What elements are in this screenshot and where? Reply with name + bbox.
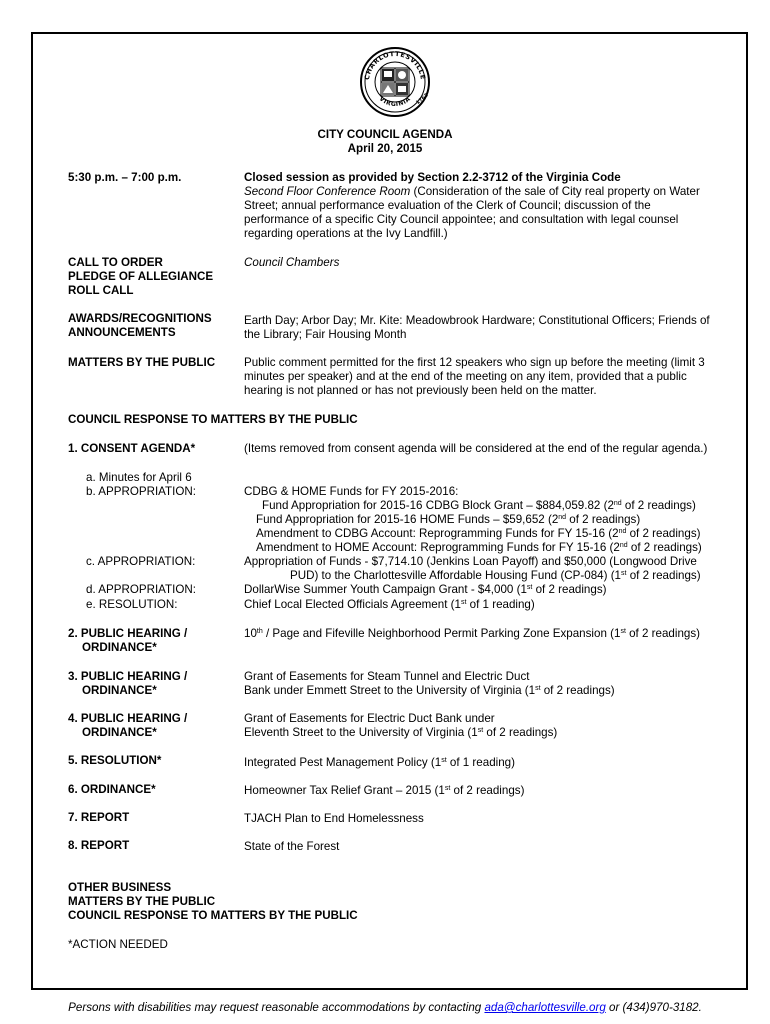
closing-matters-public: MATTERS BY THE PUBLIC [68, 895, 216, 908]
consent-item-e-text: Chief Local Elected Officials Agreement (1st of 1 reading) [244, 598, 535, 611]
consent-item-d: d. APPROPRIATION: [86, 583, 196, 596]
consent-b-sub-4: Amendment to HOME Account: Reprogramming Funds for FY 15-16 (2nd of 2 readings) [256, 541, 702, 554]
closed-session-block [244, 171, 734, 241]
awards-text-2: the Library; Fair Housing Month [244, 328, 407, 341]
closed-session-heading: Closed session as provided by Section 2.2-3712 of the Virginia Code [244, 171, 621, 184]
pledge-of-allegiance: PLEDGE OF ALLEGIANCE [68, 270, 214, 283]
consent-item-b: b. APPROPRIATION: [86, 485, 196, 498]
matters-public-label: MATTERS BY THE PUBLIC [68, 356, 216, 369]
council-response-heading: COUNCIL RESPONSE TO MATTERS BY THE PUBLIC [68, 413, 358, 426]
matters-public-text-1: Public comment permitted for the first 12 speakers who sign up before the meeting (limit 3 [244, 356, 705, 369]
consent-c-text-1: Appropriation of Funds - $7,714.10 (Jenkins Loan Payoff) and $50,000 (Longwood Drive [244, 555, 697, 568]
consent-c-text-2: PUD) to the Charlottesville Affordable Housing Fund (CP-084) (1st of 2 readings) [290, 569, 701, 582]
awards-label-2: ANNOUNCEMENTS [68, 326, 176, 339]
item-8-label: 8. REPORT [68, 839, 130, 852]
matters-public-text-2: minutes per speaker) and at the end of the meeting on any item, provided that a public [244, 370, 687, 383]
city-seal-icon [359, 46, 431, 118]
item-3-text: Grant of Easements for Steam Tunnel and Electric Duct Bank under Emmett Street to the University of Virginia (1st of 2 readings) [244, 670, 615, 697]
call-to-order: CALL TO ORDER [68, 256, 163, 269]
closed-session-desc-3: performance of a specific City Council appointee; and consultation with legal counsel [244, 213, 679, 226]
agenda-title-text: CITY COUNCIL AGENDA [317, 128, 453, 141]
closed-session-desc-1: (Consideration of the sale of City real property on Water [410, 185, 700, 198]
item-8-text: State of the Forest [244, 840, 340, 853]
consent-item-e: e. RESOLUTION: [86, 598, 178, 611]
closing-block [68, 881, 358, 923]
item-4-text: Grant of Easements for Electric Duct Bank under Eleventh Street to the University of Virginia (1st of 2 readings) [244, 712, 558, 739]
seal-bottom-text: VIRGINIA [377, 95, 413, 109]
item-6-label: 6. ORDINANCE* [68, 783, 156, 796]
item-5-label: 5. RESOLUTION* [68, 754, 162, 767]
item-7-text: TJACH Plan to End Homelessness [244, 812, 424, 825]
opening-block [68, 256, 213, 298]
item-5-text: Integrated Pest Management Policy (1st of 1 reading) [244, 756, 515, 769]
consent-agenda-label: 1. CONSENT AGENDA* [68, 442, 196, 455]
consent-b-heading: CDBG & HOME Funds for FY 2015-2016: [244, 485, 459, 498]
consent-agenda-note: (Items removed from consent agenda will be considered at the end of the regular agenda.) [244, 442, 708, 455]
footer-text-post: or (434)970-3182. [605, 1001, 702, 1014]
item-2-text: 10th / Page and Fifeville Neighborhood Permit Parking Zone Expansion (1st of 2 readings) [244, 627, 701, 640]
awards-label [68, 312, 212, 340]
agenda-title [0, 128, 770, 156]
council-chambers: Council Chambers [244, 256, 340, 269]
item-6-text: Homeowner Tax Relief Grant – 2015 (1st of 2 readings) [244, 784, 525, 797]
consent-item-b-text [244, 485, 702, 555]
consent-b-sub-3: Amendment to CDBG Account: Reprogramming Funds for FY 15-16 (2nd of 2 readings) [256, 527, 701, 540]
agenda-date: April 20, 2015 [347, 142, 423, 155]
footer-note [0, 1001, 770, 1015]
closed-session-location: Second Floor Conference Room [244, 185, 411, 198]
consent-item-c: c. APPROPRIATION: [86, 555, 196, 568]
consent-b-sub-2: Fund Appropriation for 2015-16 HOME Funds – $59,652 (2nd of 2 readings) [256, 513, 641, 526]
action-needed-note: *ACTION NEEDED [68, 938, 168, 951]
consent-b-sub-1: Fund Appropriation for 2015-16 CDBG Block Grant – $884,059.82 (2nd of 2 readings) [262, 499, 696, 512]
roll-call: ROLL CALL [68, 284, 134, 297]
matters-public-text-3: hearing is not planned or has not previously been held on the matter. [244, 384, 597, 397]
other-business: OTHER BUSINESS [68, 881, 172, 894]
item-7-label: 7. REPORT [68, 811, 130, 824]
closed-session-desc-4: regarding operations at the Ivy Landfill.) [244, 227, 448, 240]
awards-text-1: Earth Day; Arbor Day; Mr. Kite: Meadowbrook Hardware; Constitutional Officers; Friends of [244, 314, 710, 327]
item-3-label: 3. PUBLIC HEARING / ORDINANCE* [68, 670, 188, 697]
closing-council-response: COUNCIL RESPONSE TO MATTERS BY THE PUBLIC [68, 909, 358, 922]
item-4-label: 4. PUBLIC HEARING / ORDINANCE* [68, 712, 188, 739]
seal-top-text: CHARLOTTESVILLE [363, 49, 427, 81]
footer-email-link[interactable]: ada@charlottesville.org [484, 1001, 606, 1014]
consent-item-a: a. Minutes for April 6 [86, 471, 192, 484]
consent-item-c-text [244, 555, 701, 583]
footer-text-pre: Persons with disabilities may request reasonable accommodations by contacting [68, 1001, 485, 1014]
consent-item-d-text: DollarWise Summer Youth Campaign Grant - $4,000 (1st of 2 readings) [244, 583, 607, 596]
closed-session-time: 5:30 p.m. – 7:00 p.m. [68, 171, 182, 184]
seal-year: 1762 [415, 92, 430, 107]
awards-label-1: AWARDS/RECOGNITIONS [68, 312, 212, 325]
matters-public-text [244, 356, 705, 398]
closed-session-desc-2: Street; annual performance evaluation of the Clerk of Council; discussion of the [244, 199, 651, 212]
item-2-label: 2. PUBLIC HEARING / ORDINANCE* [68, 627, 188, 654]
awards-text [244, 314, 710, 342]
